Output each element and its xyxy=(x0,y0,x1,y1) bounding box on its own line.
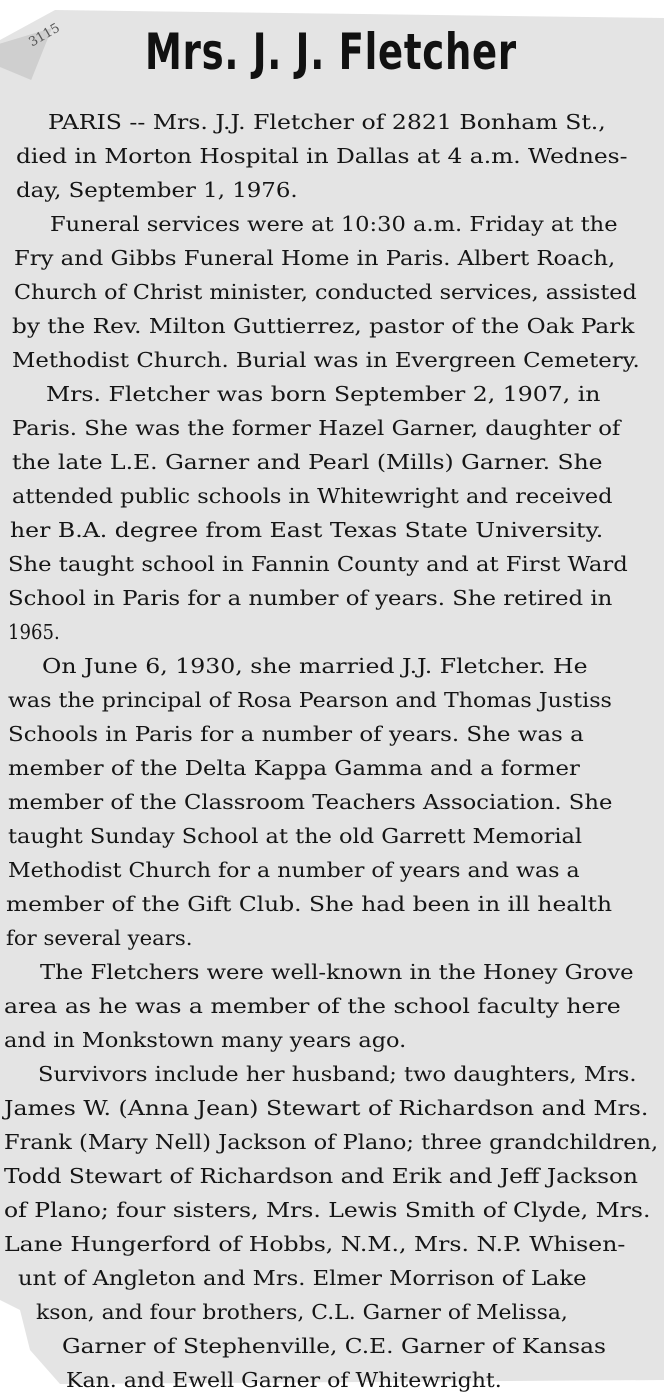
text-line: Lane Hungerford of Hobbs, N.M., Mrs. N.P. Whisen- xyxy=(4,1232,626,1256)
text-line: Fry and Gibbs Funeral Home in Paris. Albert Roach, xyxy=(14,246,616,270)
text-line: unt of Angleton and Mrs. Elmer Morrison of Lake xyxy=(18,1266,587,1290)
text-line: attended public schools in Whitewright and received xyxy=(12,484,613,508)
text-line: Funeral services were at 10:30 a.m. Friday at the xyxy=(50,212,618,236)
text-line: her B.A. degree from East Texas State University. xyxy=(10,518,604,542)
text-line: Schools in Paris for a number of years. She was a xyxy=(8,722,584,746)
text-line: was the principal of Rosa Pearson and Thomas Justiss xyxy=(8,688,612,712)
text-line: School in Paris for a number of years. She retired in xyxy=(8,586,613,610)
text-line: The Fletchers were well-known in the Honey Grove xyxy=(40,960,634,984)
text-line: PARIS -- Mrs. J.J. Fletcher of 2821 Bonham St., xyxy=(48,110,606,134)
text-line: Methodist Church for a number of years and was a xyxy=(8,858,580,882)
text-line: Methodist Church. Burial was in Evergreen Cemetery. xyxy=(12,348,640,372)
text-line: area as he was a member of the school faculty here xyxy=(4,994,621,1018)
text-line: and in Monkstown many years ago. xyxy=(4,1028,407,1052)
text-line: James W. (Anna Jean) Stewart of Richardson and Mrs. xyxy=(4,1096,649,1120)
headline: Mrs. J. J. Fletcher xyxy=(145,23,517,81)
text-line: died in Morton Hospital in Dallas at 4 a.m. Wednes- xyxy=(16,144,628,168)
text-line: member of the Gift Club. She had been in ill health xyxy=(6,892,613,916)
text-line: Kan. and Ewell Garner of Whitewright. xyxy=(66,1368,502,1392)
text-line: the late L.E. Garner and Pearl (Mills) Garner. She xyxy=(12,450,603,474)
text-line: She taught school in Fannin County and at First Ward xyxy=(8,552,628,576)
text-line: member of the Delta Kappa Gamma and a former xyxy=(8,756,580,780)
text-line: 1965. xyxy=(8,620,60,644)
text-line: Mrs. Fletcher was born September 2, 1907, in xyxy=(46,382,601,406)
text-line: member of the Classroom Teachers Association. She xyxy=(8,790,613,814)
text-line: Garner of Stephenville, C.E. Garner of Kansas xyxy=(62,1334,606,1358)
text-line: for several years. xyxy=(6,926,193,950)
text-line: of Plano; four sisters, Mrs. Lewis Smith of Clyde, Mrs. xyxy=(4,1198,651,1222)
text-line: Paris. She was the former Hazel Garner, daughter of xyxy=(12,416,621,440)
text-line: day, September 1, 1976. xyxy=(16,178,298,202)
text-line: On June 6, 1930, she married J.J. Fletcher. He xyxy=(42,654,588,678)
text-line: by the Rev. Milton Guttierrez, pastor of the Oak Park xyxy=(12,314,635,338)
text-line: Todd Stewart of Richardson and Erik and Jeff Jackson xyxy=(4,1164,639,1188)
margin-note: 3115 xyxy=(26,20,63,51)
text-line: taught Sunday School at the old Garrett Memorial xyxy=(8,824,583,848)
text-line: Church of Christ minister, conducted services, assisted xyxy=(14,280,637,304)
text-line: kson, and four brothers, C.L. Garner of Melissa, xyxy=(36,1300,568,1324)
text-line: Survivors include her husband; two daughters, Mrs. xyxy=(38,1062,637,1086)
text-line: Frank (Mary Nell) Jackson of Plano; three grandchildren, xyxy=(4,1130,659,1154)
